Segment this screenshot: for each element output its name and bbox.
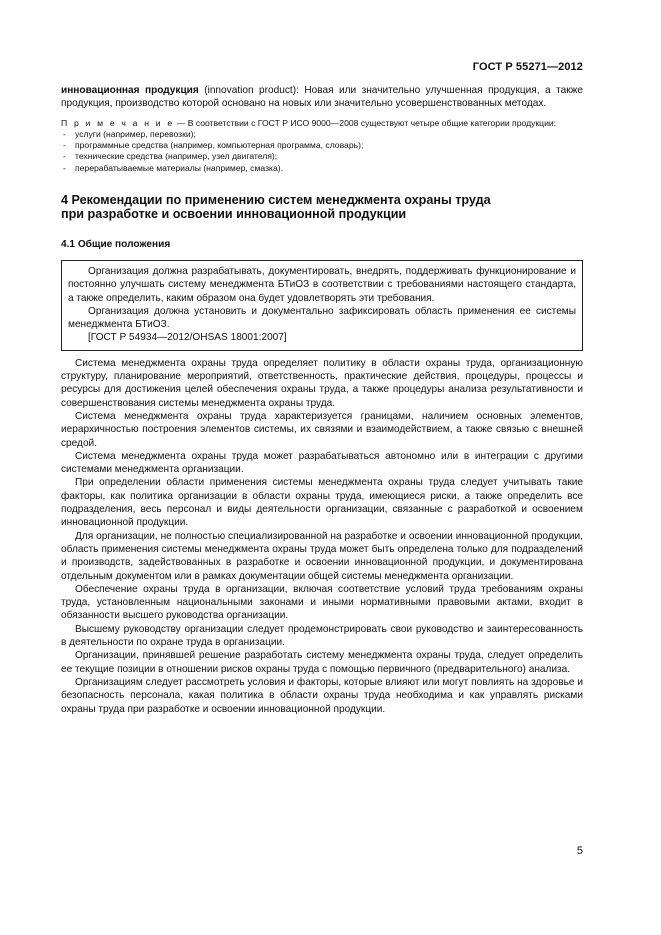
section-title-line2: при разработке и освоении инновационной продукции: [61, 207, 407, 222]
list-item: - перерабатываемые материалы (например, смазка).: [61, 163, 583, 174]
defined-term: инновационная продукция: [61, 85, 199, 96]
note-list: [61, 129, 583, 174]
definition-text: (innovation product): Новая или значительно улучшенная продукция, а также продукция, производство которой основано на новых или значительно усовершенствованных методах.: [61, 85, 583, 110]
list-item: - услуги (например, перевозки);: [61, 129, 583, 140]
note: [61, 118, 583, 129]
paragraph: Для организации, не полностью специализированной на разработке и освоении инновационной продукции, область применения системы менеджмента охраны труда может быть определена только для подразделений и производств, задействованных в разработке и освоении инновационной продукции, и документирована отдельным документом или в рамках документации общей системы менеджмента организации.: [61, 530, 583, 582]
paragraph: При определении области применения системы менеджмента охраны труда следует учитывать такие факторы, как политика организации в области охраны труда, имеющиеся риски, а также определить все подразделения, весь персонал и виды деятельности организации, связанные с разработкой и освоением инновационной продукции.: [61, 477, 583, 529]
list-item: - технические средства (например, узел двигателя);: [61, 151, 583, 162]
note-text: — В соответствии с ГОСТ Р ИСО 9000—2008 существуют четыре общие категории продукции:: [174, 117, 557, 128]
box-paragraph: Организация должна установить и документально зафиксировать область применения ее системы менеджмента БТиОЗ.: [68, 305, 576, 331]
paragraph: Высшему руководству организации следует продемонстрировать свои руководство и заинтересованность в деятельности по охране труда в организации.: [61, 623, 583, 649]
quoted-requirement-box: [61, 260, 583, 351]
paragraph: Обеспечение охраны труда в организации, включая соответствие условий труда требованиям охраны труда, установленным национальными законами и иными нормативными правовыми актами, входит в обязанности высшего руководства организации.: [61, 583, 583, 622]
paragraph: Система менеджмента охраны труда характеризуется границами, наличием основных элементов, иерархичностью построения элементов системы, их связями и взаимодействием, а также связью с внешней средой.: [61, 410, 583, 449]
page-number: 5: [576, 845, 583, 857]
standard-code: ГОСТ Р 55271—2012: [472, 61, 583, 73]
box-paragraph: Организация должна разрабатывать, документировать, внедрять, поддерживать функционирование и постоянно улучшать систему менеджмента БТиОЗ в соответствии с требованиями настоящего стандарта, а также определить, каким образом она будет удовлетворять эти требования.: [68, 266, 576, 304]
body-text: [61, 357, 583, 716]
section-title-line1: 4 Рекомендации по применению систем менеджмента охраны труда: [61, 192, 491, 207]
section-heading: [61, 193, 583, 222]
paragraph: Организации, принявшей решение разработать систему менеджмента охраны труда, следует определить ее текущие позиции в отношении рисков охраны труда с помощью первичного (предварительного) анализа.: [61, 650, 583, 675]
paragraph: Система менеджмента охраны труда определяет политику в области охраны труда, организационную структуру, планирование мероприятий, ответственность, практические действия, процедуры, процессы и ресурсы для достижения целей обеспечения охраны труда, а также процедуры анализа результативности и совершенствования системы менеджмента охраны труда.: [61, 357, 583, 409]
page-content: [61, 84, 583, 716]
subsection-heading: 4.1 Общие положения: [61, 239, 171, 250]
list-item: - программные средства (например, компьютерная программа, словарь);: [61, 140, 583, 151]
term-definition: [61, 84, 583, 111]
paragraph: Организациям следует рассмотреть условия и факторы, которые влияют или могут повлиять на здоровье и безопасность персонала, какая политика в области охраны труда необходима и как управлять рисками охраны труда при разработке и освоении инновационной продукции.: [61, 676, 583, 715]
paragraph: Система менеджмента охраны труда может разрабатываться автономно или в интеграции с другими системами менеджмента организации.: [61, 450, 583, 476]
note-label: П р и м е ч а н и е: [61, 117, 175, 128]
box-reference: [ГОСТ Р 54934—2012/OHSAS 18001:2007]: [88, 332, 287, 344]
